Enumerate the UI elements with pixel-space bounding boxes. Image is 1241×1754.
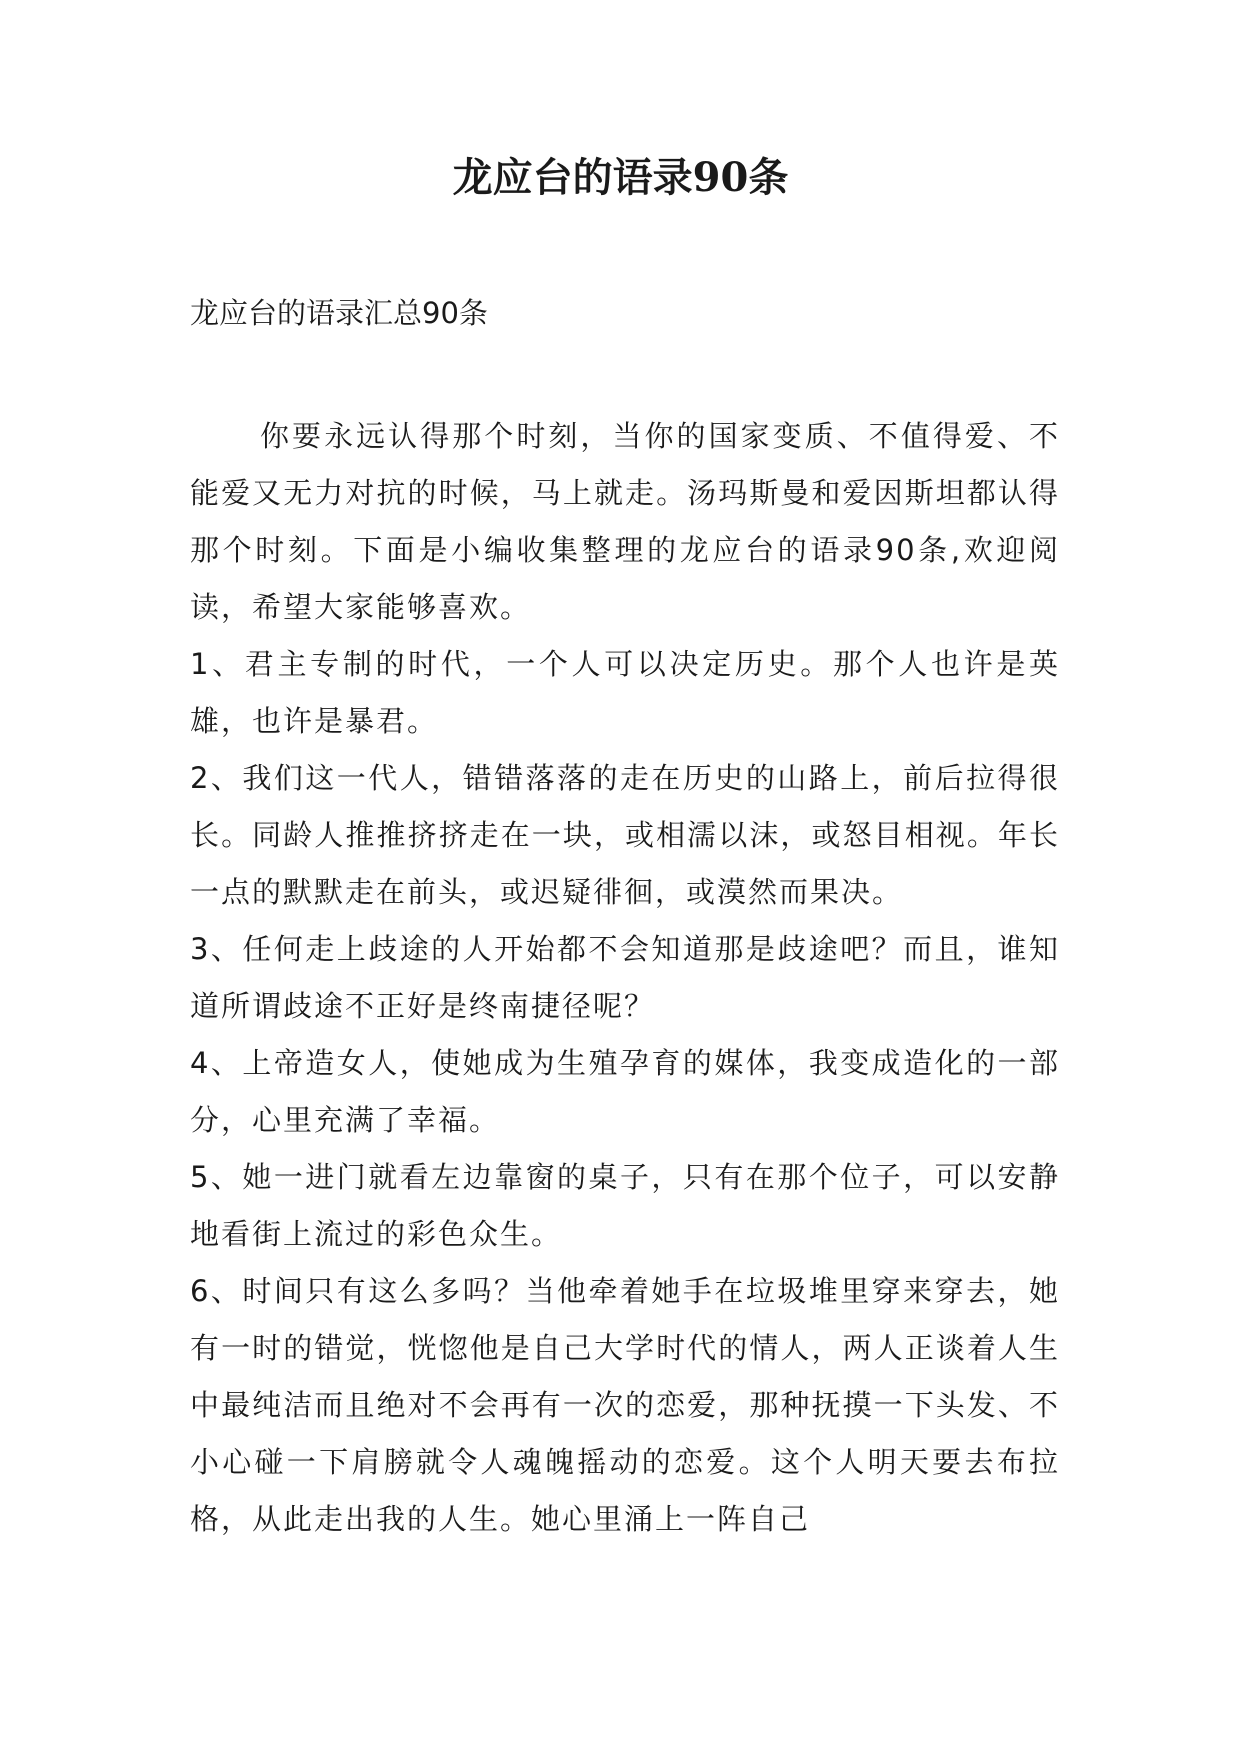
document-subtitle: 龙应台的语录汇总90条 (190, 296, 488, 330)
quote-paragraph-1: 1、君主专制的时代，一个人可以决定历史。那个人也许是英雄，也许是暴君。 (190, 647, 1060, 738)
document-title: 龙应台的语录90条 (452, 154, 789, 201)
quote-paragraph-4: 4、上帝造女人，使她成为生殖孕育的媒体，我变成造化的一部分，心里充满了幸福。 (190, 1046, 1060, 1137)
quote-paragraph-2: 2、我们这一代人，错错落落的走在历史的山路上，前后拉得很长。同龄人推推挤挤走在一块，或相濡以沫，或怒目相视。年长一点的默默走在前头，或迟疑徘徊，或漠然而果决。 (190, 761, 1060, 909)
quote-paragraph-6: 6、时间只有这么多吗？当他牵着她手在垃圾堆里穿来穿去，她有一时的错觉，恍惚他是自己大学时代的情人，两人正谈着人生中最纯洁而且绝对不会再有一次的恋爱，那种抚摸一下头发、不小心碰一下肩膀就令人魂魄摇动的恋爱。这个人明天要去布拉格，从此走出我的人生。她心里涌上一阵自己 (190, 1274, 1060, 1536)
intro-paragraph: 你要永远认得那个时刻，当你的国家变质、不值得爱、不能爱又无力对抗的时候，马上就走。汤玛斯曼和爱因斯坦都认得那个时刻。下面是小编收集整理的龙应台的语录90条,欢迎阅读，希望大家能够喜欢。 (190, 419, 1060, 624)
document-body (190, 408, 1060, 1548)
quote-paragraph-5: 5、她一进门就看左边靠窗的桌子，只有在那个位子，可以安静地看街上流过的彩色众生。 (190, 1160, 1060, 1251)
quote-paragraph-3: 3、任何走上歧途的人开始都不会知道那是歧途吧？而且，谁知道所谓歧途不正好是终南捷径呢？ (190, 932, 1060, 1023)
